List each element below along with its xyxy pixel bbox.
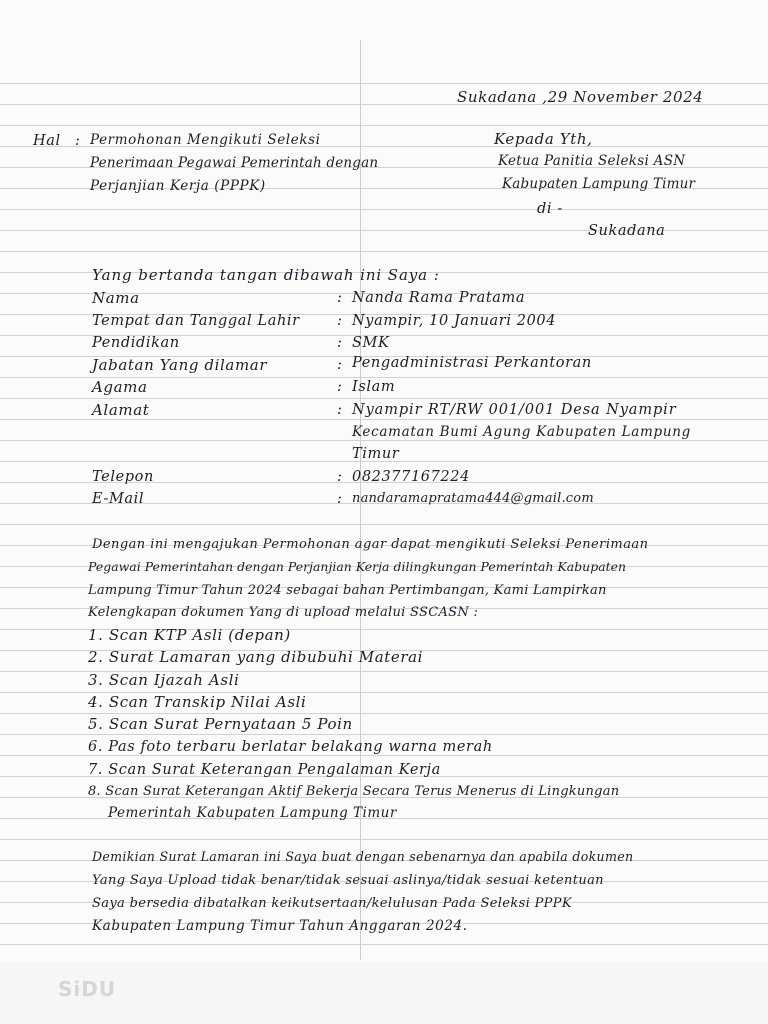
attachment-item: 1. Scan KTP Asli (depan) [88, 626, 291, 644]
field-value-email: nandaramapratama444@gmail.com [352, 491, 594, 506]
field-separator: : [337, 357, 343, 373]
recipient-line-5: Sukadana [588, 223, 666, 239]
subject-line-3: Perjanjian Kerja (PPPK) [90, 178, 266, 194]
closing-line-1: Demikian Surat Lamaran ini Saya buat dengan sebenarnya dan apabila dokumen [92, 849, 634, 864]
field-value-address-2: Kecamatan Bumi Agung Kabupaten Lampung [352, 424, 692, 440]
attachment-item: 5. Scan Surat Pernyataan 5 Poin [88, 715, 353, 733]
field-label-position: Jabatan Yang dilamar [92, 356, 268, 374]
attachment-item: 2. Surat Lamaran yang dibubuhi Materai [88, 648, 424, 666]
attachment-item-continuation: Pemerintah Kabupaten Lampung Timur [108, 805, 397, 821]
closing-line-3: Saya bersedia dibatalkan keikutsertaan/kelulusan Pada Seleksi PPPK [92, 896, 572, 911]
recipient-line-2: Ketua Panitia Seleksi ASN [498, 153, 686, 169]
field-value-birth: Nyampir, 10 Januari 2004 [352, 313, 557, 329]
subject-separator: : [75, 133, 81, 149]
field-value-religion: Islam [352, 379, 396, 395]
attachment-item: 6. Pas foto terbaru berlatar belakang warna merah [88, 739, 493, 755]
recipient-line-3: Kabupaten Lampung Timur [502, 176, 696, 192]
field-separator: : [337, 469, 343, 485]
field-separator: : [337, 491, 343, 507]
field-value-phone: 082377167224 [352, 469, 470, 485]
field-separator: : [337, 290, 343, 306]
subject-line-2: Penerimaan Pegawai Pemerintah dengan [90, 155, 379, 171]
field-label-email: E-Mail [92, 491, 145, 507]
field-label-education: Pendidikan [92, 335, 180, 351]
attachment-item: 8. Scan Surat Keterangan Aktif Bekerja Secara Terus Menerus di Lingkungan [88, 784, 620, 799]
subject-label: Hal [33, 133, 61, 149]
field-label-address: Alamat [92, 401, 150, 419]
paper-brand-logo: SiDU [58, 977, 117, 1001]
attachment-item: 3. Scan Ijazah Asli [88, 671, 240, 689]
field-label-phone: Telepon [92, 469, 154, 485]
field-separator: : [337, 379, 343, 395]
field-separator: : [337, 313, 343, 329]
intro-text: Yang bertanda tangan dibawah ini Saya : [92, 266, 440, 284]
field-separator: : [337, 402, 343, 418]
field-value-education: SMK [352, 335, 390, 351]
field-label-religion: Agama [92, 378, 148, 396]
recipient-line-4: di - [537, 201, 563, 217]
recipient-line-1: Kepada Yth, [494, 130, 593, 148]
paper-top-margin [0, 0, 768, 64]
field-value-address-1: Nyampir RT/RW 001/001 Desa Nyampir [352, 402, 677, 418]
subject-line-1: Permohonan Mengikuti Seleksi [90, 132, 321, 148]
field-separator: : [337, 335, 343, 351]
place-date: Sukadana ,29 November 2024 [457, 88, 704, 106]
attachment-item: 4. Scan Transkip Nilai Asli [88, 693, 307, 711]
body-line-3: Lampung Timur Tahun 2024 sebagai bahan Pertimbangan, Kami Lampirkan [88, 583, 607, 598]
attachment-item: 7. Scan Surat Keterangan Pengalaman Kerja [88, 762, 441, 778]
field-label-name: Nama [92, 289, 140, 307]
field-value-position: Pengadministrasi Perkantoran [352, 355, 592, 371]
field-value-address-3: Timur [352, 446, 400, 462]
body-line-4: Kelengkapan dokumen Yang di upload melalui SSCASN : [88, 605, 479, 620]
closing-line-4: Kabupaten Lampung Timur Tahun Anggaran 2024. [92, 918, 468, 934]
field-value-name: Nanda Rama Pratama [352, 290, 526, 306]
body-line-1: Dengan ini mengajukan Permohonan agar dapat mengikuti Seleksi Penerimaan [92, 537, 649, 552]
field-label-birth: Tempat dan Tanggal Lahir [92, 313, 300, 329]
body-line-2: Pegawai Pemerintahan dengan Perjanjian Kerja dilingkungan Pemerintah Kabupaten [88, 559, 627, 574]
closing-line-2: Yang Saya Upload tidak benar/tidak sesuai aslinya/tidak sesuai ketentuan [92, 873, 604, 888]
